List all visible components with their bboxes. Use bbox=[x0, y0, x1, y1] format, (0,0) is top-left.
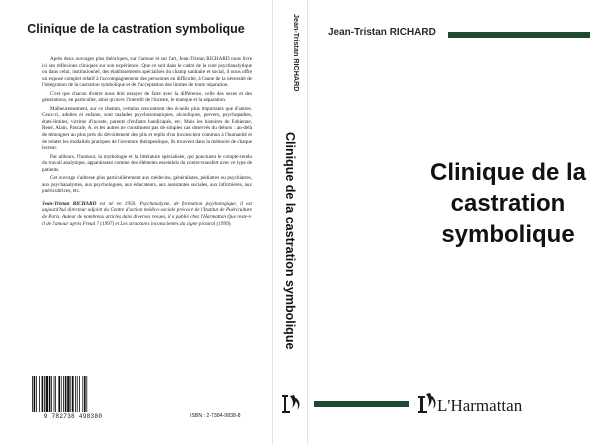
barcode-bar bbox=[75, 376, 76, 412]
barcode-digits: 9 782738 498380 bbox=[43, 413, 103, 420]
publisher-logo-icon bbox=[278, 392, 304, 416]
barcode-bar bbox=[86, 376, 87, 412]
front-cover-author: Jean-Tristan RICHARD bbox=[328, 27, 436, 38]
harmattan-logo-icon bbox=[416, 391, 438, 415]
isbn: ISBN : 2-7384-9838-8 bbox=[190, 413, 241, 419]
barcode-bar bbox=[82, 376, 83, 412]
front-title-line: symbolique bbox=[441, 221, 575, 248]
barcode-icon bbox=[30, 376, 116, 414]
barcode-bar bbox=[55, 376, 56, 412]
publisher-name: L'Harmattan bbox=[437, 396, 523, 415]
spine-title: Clinique de la castration symbolique bbox=[283, 132, 297, 350]
barcode-bar bbox=[46, 376, 48, 412]
barcode-bar bbox=[72, 376, 74, 412]
barcode-bar bbox=[54, 376, 55, 412]
front-title-line: Clinique de la bbox=[429, 159, 587, 186]
barcode-bar bbox=[32, 376, 33, 412]
barcode-bar bbox=[79, 376, 80, 412]
blurb-paragraph: C'est que chacun d'entre nous doit essayer de faire avec la différence, celle des sexes et des générations, en particulier, ainsi qu'avec l'interdit de l'inceste, le manque et la séparation. bbox=[42, 90, 252, 104]
back-cover-blurb bbox=[42, 56, 252, 229]
bottom-accent-rule bbox=[314, 401, 409, 407]
publisher-imprint bbox=[416, 388, 596, 418]
front-cover-title bbox=[418, 157, 598, 250]
barcode-bar bbox=[36, 376, 37, 412]
barcode-bar bbox=[51, 376, 52, 412]
barcode-bar bbox=[44, 376, 45, 412]
blurb-paragraph: Par ailleurs, l'humour, la mythologie et la littérature spécialisée, qui ponctuent le compte-rendu du travail analytique, apparaissent comme des éléments essentiels du contre-transfert avec ce type de patients. bbox=[42, 153, 252, 173]
barcode-bar bbox=[42, 376, 44, 412]
back-cover bbox=[0, 0, 272, 444]
barcode-bar bbox=[58, 376, 60, 412]
barcode-bar bbox=[34, 376, 36, 412]
author-bio-text: est né en 1950. Psychanalyste, de formation psychologique, il est aujourd'hui directeur adjoint du Centre d'action médico-sociale précoce de l'Institut de Puériculture de Paris. Auteur de nombreux articles dans diverses revues, il a publié chez l'Harmattan Que reste-t-il de l'amour après Freud ? (1997) et Les structures inconscientes du signe pictural (1999). bbox=[42, 200, 252, 227]
barcode-bar bbox=[63, 376, 64, 412]
barcode-bar bbox=[61, 376, 62, 412]
barcode bbox=[30, 376, 116, 422]
top-accent-rule bbox=[448, 32, 590, 38]
barcode-bar bbox=[39, 376, 40, 412]
barcode-bar bbox=[67, 376, 69, 412]
blurb-paragraph: Cet ouvrage s'adresse plus particulièrement aux médecins, généralistes, pédiatres ou psychiatres, aux psychanalystes, aux psychologues, aux éducateurs, aux assistantes sociales, aux infirmières, aux puéricultrices, etc. bbox=[42, 175, 252, 195]
blurb-paragraph: Malheureusement, sur ce chemin, certains rencontrent des écueils plus importants que d'autres. Ceux-ci, adultes et enfants, sont malades psychosomatiques, alcooliques, pervers, psychopathes, états-limites, victime d'inceste, parents d'enfants handicapés, etc. Mais les histoires de Fabienne, René, Alain, Pascale, A. et les autres ne constituent pas de simples cas observés du dehors : au-delà de témoigner au plus près du dévoilement des plis et replis d'un inconscient commun à l'humanité et de relater les modalités pratiques de l'aventure thérapeutique, ils trouvent dans la mémoire de chaque lecteur. bbox=[42, 105, 252, 152]
front-cover bbox=[308, 0, 600, 444]
barcode-bar bbox=[65, 376, 67, 412]
barcode-bar bbox=[70, 376, 71, 412]
author-bio bbox=[42, 201, 252, 227]
barcode-bar bbox=[77, 376, 78, 412]
barcode-bar bbox=[84, 376, 86, 412]
front-title-line: castration bbox=[450, 190, 566, 217]
barcode-bar bbox=[49, 376, 51, 412]
spine-author: Jean-Tristan RICHARD bbox=[292, 14, 301, 92]
author-bio-name: Jean-Tristan RICHARD bbox=[42, 200, 97, 207]
blurb-paragraph: Après deux ouvrages plus théoriques, sur l'amour et sur l'art, Jean-Tristan RICHARD nous livre ici ses réflexions cliniques sur son expérience. Que ce soit dans le cadre de la cure psychanalytique ou dans celui, institutionnel, des établissements spécialisés du champ sanitaire et social, il nous offre un exposé complet relatif à l'accompagnement des personnes en difficulté, à l'aune de la nécessité de l'intégration de la castration symbolique et de l'acceptation des limites de toute réparation. bbox=[42, 56, 252, 89]
spine bbox=[272, 0, 308, 444]
back-cover-title: Clinique de la castration symbolique bbox=[27, 22, 245, 36]
